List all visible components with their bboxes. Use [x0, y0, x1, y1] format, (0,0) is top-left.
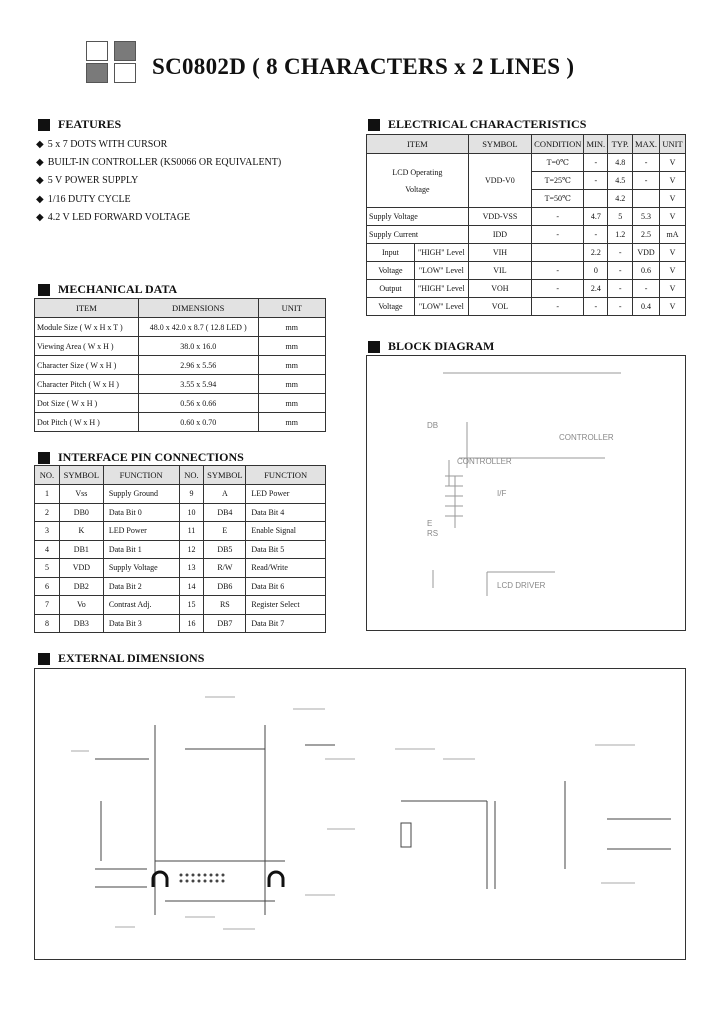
mechanical-table: [34, 298, 326, 432]
cell: mm: [258, 413, 325, 432]
cell: 4: [35, 540, 60, 559]
cell: -: [532, 298, 584, 316]
pin-table: [34, 465, 326, 633]
table-row: [35, 522, 326, 541]
cell: V: [660, 244, 686, 262]
svg-text:DB: DB: [427, 421, 439, 430]
table-row: [367, 226, 686, 244]
cell: V: [660, 154, 686, 172]
cell: Voltage: [367, 298, 415, 316]
col-header: NO.: [35, 466, 60, 485]
col-header: CONDITION: [532, 135, 584, 154]
table-row: [35, 356, 326, 375]
driver-label: LCD DRIVER: [497, 581, 546, 590]
cell: DB1: [59, 540, 103, 559]
mechanical-heading-text: MECHANICAL DATA: [58, 282, 178, 296]
col-header: SYMBOL: [59, 466, 103, 485]
cell: T=0℃: [532, 154, 584, 172]
cell: -: [584, 298, 608, 316]
cell: VDD-VSS: [468, 208, 531, 226]
cell: -: [532, 280, 584, 298]
cell: 16: [179, 614, 204, 633]
col-header: ITEM: [367, 135, 469, 154]
cell: 0.60 x 0.70: [138, 413, 258, 432]
cell: 48.0 x 42.0 x 8.7 ( 12.8 LED ): [138, 318, 258, 337]
cell: V: [660, 280, 686, 298]
cell: -: [532, 226, 584, 244]
cell: -: [633, 172, 660, 190]
block-diagram-drawing: [367, 356, 687, 632]
heading-square-icon: [38, 653, 50, 665]
cell: Voltage: [367, 262, 415, 280]
cell: Read/Write: [246, 559, 326, 578]
cell: VDD: [59, 559, 103, 578]
logo-square-4: [114, 63, 136, 83]
cell: -: [584, 172, 608, 190]
cell: Supply Voltage: [103, 559, 179, 578]
cell: mm: [258, 356, 325, 375]
electrical-heading-text: ELECTRICAL CHARACTERISTICS: [388, 117, 587, 131]
table-row: [35, 413, 326, 432]
cell: "LOW" Level: [414, 262, 468, 280]
cell: 9: [179, 485, 204, 504]
cell: Vo: [59, 596, 103, 615]
cell: Data Bit 0: [103, 503, 179, 522]
table-row: [35, 614, 326, 633]
svg-text:E: E: [427, 519, 433, 528]
cell: Dot Size ( W x H ): [35, 394, 139, 413]
cell: mm: [258, 337, 325, 356]
cell: Data Bit 6: [246, 577, 326, 596]
cell: mm: [258, 394, 325, 413]
table-row: [35, 503, 326, 522]
electrical-table: [366, 134, 686, 316]
logo-square-2: [114, 41, 136, 61]
cell: 4.8: [608, 154, 633, 172]
cell: 1: [35, 485, 60, 504]
cell: 2.96 x 5.56: [138, 356, 258, 375]
external-heading: [38, 651, 204, 666]
cell: 14: [179, 577, 204, 596]
list-item: ◆ 5 V POWER SUPPLY: [36, 172, 281, 190]
cell: Data Bit 4: [246, 503, 326, 522]
cell: "HIGH" Level: [414, 244, 468, 262]
cell: Dot Pitch ( W x H ): [35, 413, 139, 432]
list-item: ◆ 1/16 DUTY CYCLE: [36, 191, 281, 209]
external-dimensions-drawing: [34, 668, 686, 960]
cell: Data Bit 3: [103, 614, 179, 633]
cell: -: [608, 298, 633, 316]
cell: 5: [608, 208, 633, 226]
cell: 3: [35, 522, 60, 541]
cell: -: [633, 280, 660, 298]
cell: 5: [35, 559, 60, 578]
logo-square-1: [86, 41, 108, 61]
heading-square-icon: [38, 452, 50, 464]
table-header-row: [35, 299, 326, 318]
cell: DB2: [59, 577, 103, 596]
cell: Module Size ( W x H x T ): [35, 318, 139, 337]
cell: 0: [584, 262, 608, 280]
cell: V: [660, 172, 686, 190]
col-header: DIMENSIONS: [138, 299, 258, 318]
cell: VOH: [468, 280, 531, 298]
cell: 12: [179, 540, 204, 559]
svg-text:I/F: I/F: [497, 489, 507, 498]
table-row: [35, 577, 326, 596]
dimension-drawing: [35, 669, 687, 961]
cell: 38.0 x 16.0: [138, 337, 258, 356]
cell: 0.56 x 0.66: [138, 394, 258, 413]
table-row: [35, 485, 326, 504]
page-title: SC0802D ( 8 CHARACTERS x 2 LINES ): [152, 54, 575, 79]
mechanical-heading: [38, 282, 177, 297]
table-row: [367, 262, 686, 280]
cell: 15: [179, 596, 204, 615]
cell: -: [608, 262, 633, 280]
list-item: ◆ 5 x 7 DOTS WITH CURSOR: [36, 136, 281, 154]
col-header: ITEM: [35, 299, 139, 318]
cell: DB0: [59, 503, 103, 522]
cell: Register Select: [246, 596, 326, 615]
cell: Data Bit 2: [103, 577, 179, 596]
cell: 4.2: [608, 190, 633, 208]
table-row: [35, 596, 326, 615]
cell: DB3: [59, 614, 103, 633]
controller-label: CONTROLLER: [559, 433, 614, 442]
heading-square-icon: [368, 341, 380, 353]
lcd-item-line2: Voltage: [405, 184, 430, 194]
features-heading: [38, 117, 121, 132]
cell: 10: [179, 503, 204, 522]
cell: Data Bit 7: [246, 614, 326, 633]
table-row: [35, 337, 326, 356]
external-heading-text: EXTERNAL DIMENSIONS: [58, 651, 205, 665]
cell: -: [584, 226, 608, 244]
cell: Character Pitch ( W x H ): [35, 375, 139, 394]
cell: VIL: [468, 262, 531, 280]
cell: "HIGH" Level: [414, 280, 468, 298]
logo-square-3: [86, 63, 108, 83]
cell: 2.4: [584, 280, 608, 298]
cell: 5.3: [633, 208, 660, 226]
col-header: SYMBOL: [204, 466, 246, 485]
svg-text:CONTROLLER: CONTROLLER: [457, 457, 512, 466]
block-heading-text: BLOCK DIAGRAM: [388, 339, 495, 353]
cell: Input: [367, 244, 415, 262]
cell: VOL: [468, 298, 531, 316]
cell: [584, 190, 608, 208]
cell: 6: [35, 577, 60, 596]
cell: [532, 244, 584, 262]
cell: mm: [258, 375, 325, 394]
cell: 2: [35, 503, 60, 522]
table-row: [35, 375, 326, 394]
cell: 7: [35, 596, 60, 615]
cell: mm: [258, 318, 325, 337]
cell: RS: [204, 596, 246, 615]
cell: LED Power: [103, 522, 179, 541]
cell: DB4: [204, 503, 246, 522]
col-header: FUNCTION: [246, 466, 326, 485]
cell: T=50℃: [532, 190, 584, 208]
col-header: TYP.: [608, 135, 633, 154]
table-row: [367, 208, 686, 226]
cell: K: [59, 522, 103, 541]
cell: -: [532, 208, 584, 226]
cell: V: [660, 298, 686, 316]
block-diagram: [366, 355, 686, 631]
col-header: SYMBOL: [468, 135, 531, 154]
col-header: MIN.: [584, 135, 608, 154]
cell: Data Bit 1: [103, 540, 179, 559]
cell: mA: [660, 226, 686, 244]
table-row: [367, 154, 686, 172]
col-header: UNIT: [258, 299, 325, 318]
list-item: ◆ 4.2 V LED FORWARD VOLTAGE: [36, 209, 281, 227]
lcd-symbol: VDD-V0: [468, 154, 531, 208]
col-header: FUNCTION: [103, 466, 179, 485]
lcd-item-line1: LCD Operating: [392, 167, 443, 177]
cell: "LOW" Level: [414, 298, 468, 316]
cell: 8: [35, 614, 60, 633]
svg-text:RS: RS: [427, 529, 439, 538]
cell: E: [204, 522, 246, 541]
cell: VDD: [633, 244, 660, 262]
cell: 13: [179, 559, 204, 578]
cell: 11: [179, 522, 204, 541]
cell: 2.5: [633, 226, 660, 244]
cell: V: [660, 262, 686, 280]
col-header: MAX.: [633, 135, 660, 154]
table-row: [35, 318, 326, 337]
features-list: [36, 136, 281, 227]
features-heading-text: FEATURES: [58, 117, 122, 131]
cell: Supply Ground: [103, 485, 179, 504]
cell: Contrast Adj.: [103, 596, 179, 615]
cell: 3.55 x 5.94: [138, 375, 258, 394]
cell: VIH: [468, 244, 531, 262]
pins-heading-text: INTERFACE PIN CONNECTIONS: [58, 450, 244, 464]
cell: -: [608, 244, 633, 262]
block-heading: [368, 339, 494, 354]
heading-square-icon: [38, 284, 50, 296]
cell: -: [608, 280, 633, 298]
cell: Data Bit 5: [246, 540, 326, 559]
cell: DB5: [204, 540, 246, 559]
cell: -: [633, 154, 660, 172]
table-row: [35, 559, 326, 578]
cell: 2.2: [584, 244, 608, 262]
pins-heading: [38, 450, 244, 465]
cell: A: [204, 485, 246, 504]
cell: DB7: [204, 614, 246, 633]
lcd-item: [367, 154, 469, 208]
cell: Enable Signal: [246, 522, 326, 541]
cell: 1.2: [608, 226, 633, 244]
list-item: ◆ BUILT-IN CONTROLLER (KS0066 OR EQUIVALENT): [36, 154, 281, 172]
cell: Supply Current: [367, 226, 469, 244]
cell: 4.5: [608, 172, 633, 190]
table-row: [367, 244, 686, 262]
table-row: [367, 298, 686, 316]
col-header: UNIT: [660, 135, 686, 154]
table-row: [35, 540, 326, 559]
cell: 0.6: [633, 262, 660, 280]
cell: DB6: [204, 577, 246, 596]
cell: R/W: [204, 559, 246, 578]
cell: Viewing Area ( W x H ): [35, 337, 139, 356]
cell: Supply Voltage: [367, 208, 469, 226]
electrical-heading: [368, 117, 586, 132]
cell: IDD: [468, 226, 531, 244]
cell: Output: [367, 280, 415, 298]
cell: V: [660, 190, 686, 208]
cell: 0.4: [633, 298, 660, 316]
heading-square-icon: [38, 119, 50, 131]
col-header: NO.: [179, 466, 204, 485]
table-row: [367, 280, 686, 298]
table-header-row: [367, 135, 686, 154]
table-row: [35, 394, 326, 413]
cell: Character Size ( W x H ): [35, 356, 139, 375]
table-header-row: [35, 466, 326, 485]
cell: [633, 190, 660, 208]
cell: 4.7: [584, 208, 608, 226]
cell: -: [532, 262, 584, 280]
cell: LED Power: [246, 485, 326, 504]
cell: Vss: [59, 485, 103, 504]
cell: T=25℃: [532, 172, 584, 190]
heading-square-icon: [368, 119, 380, 131]
cell: V: [660, 208, 686, 226]
cell: -: [584, 154, 608, 172]
